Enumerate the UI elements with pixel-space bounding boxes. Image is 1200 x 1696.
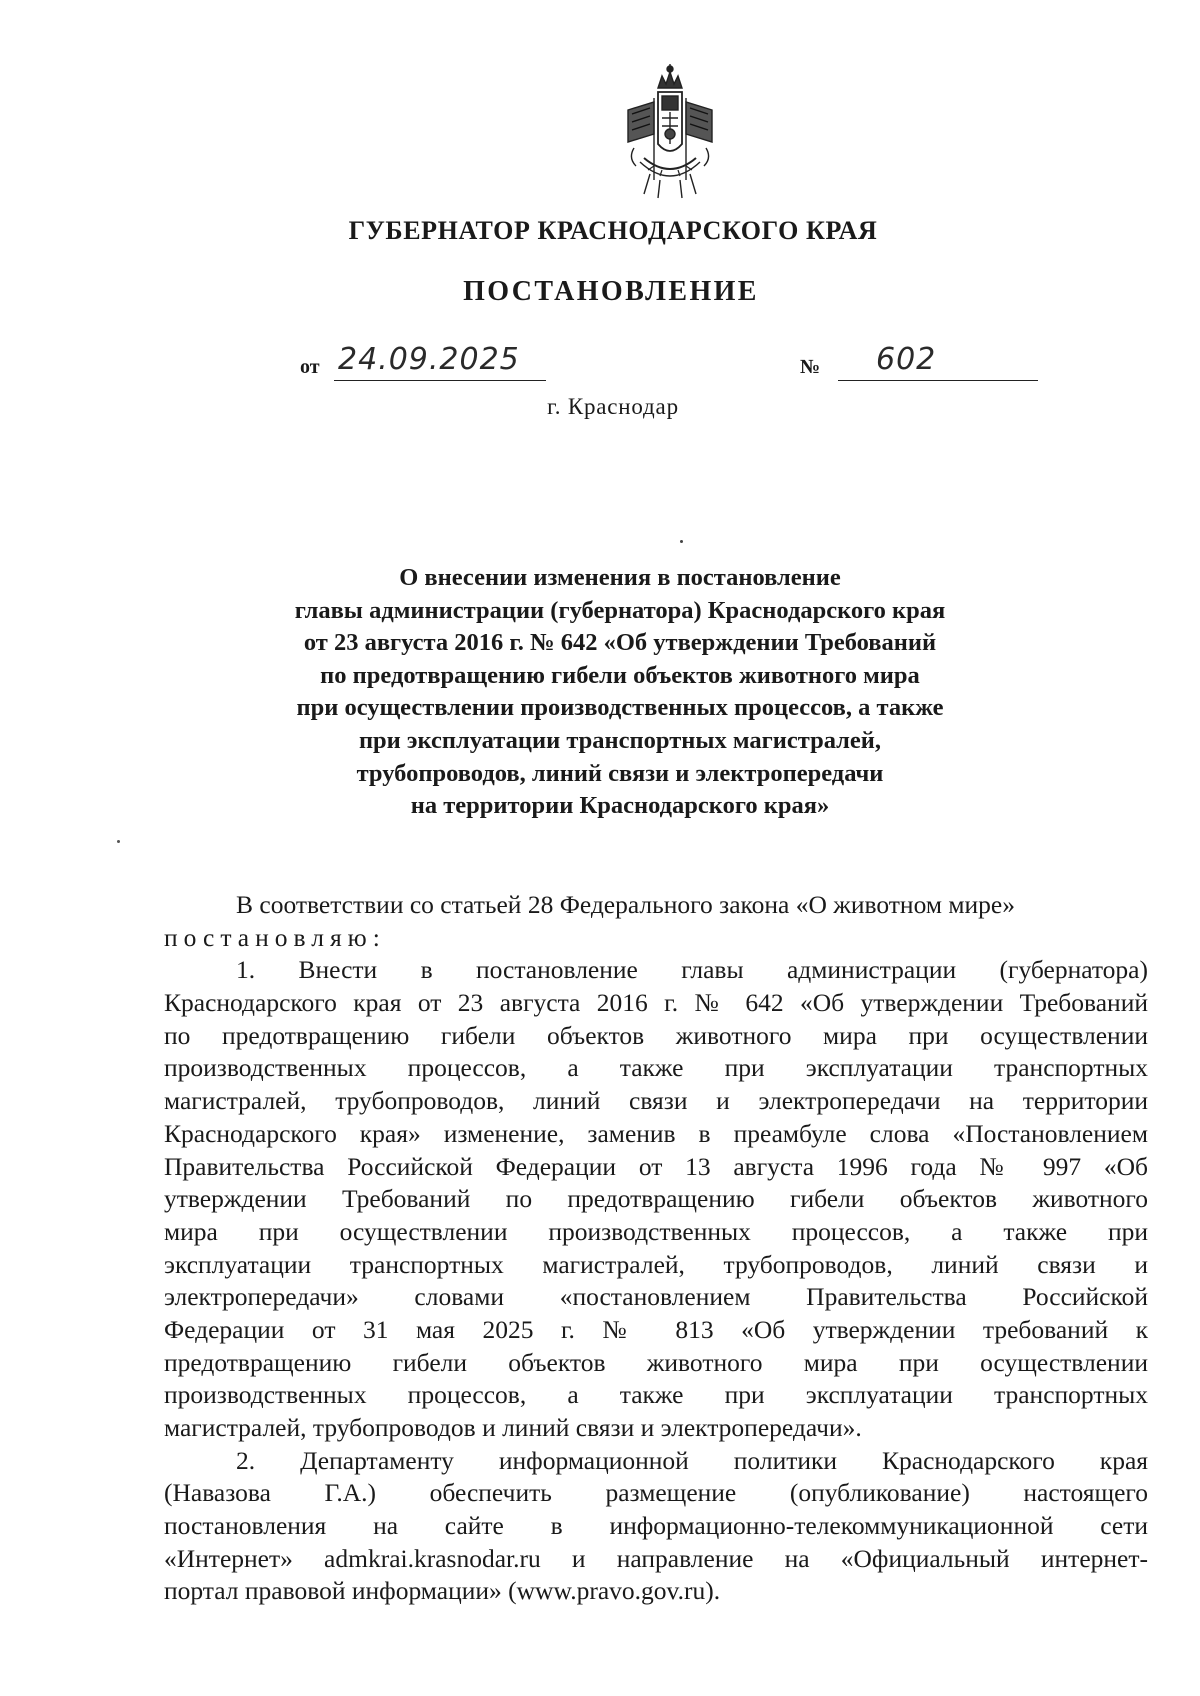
date-underline <box>334 380 546 381</box>
handwritten-number: 602 <box>876 342 937 377</box>
scan-speck <box>117 840 120 843</box>
paragraph-1-line: производственных процессов, а также при эксплуатации транспортных <box>164 1053 1148 1083</box>
paragraph-2-line: постановления на сайте в информационно-телекоммуникационной сети <box>164 1511 1148 1541</box>
heading-line: на территории Краснодарского края» <box>410 792 830 820</box>
heading-line: главы администрации (губернатора) Краснодарского края <box>294 596 946 624</box>
heading-line: трубопроводов, линий связи и электропередачи <box>356 759 884 787</box>
decree-word: постановляю: <box>164 922 386 952</box>
preamble-line: В соответствии со статьей 28 Федерального закона «О животном мире» <box>236 890 1015 919</box>
heading-line: при осуществлении производственных процессов, а также <box>296 694 944 722</box>
paragraph-1-line: утверждении Требований по предотвращению гибели объектов животного <box>164 1184 1148 1214</box>
paragraph-1-line: Краснодарского края от 23 августа 2016 г. № 642 «Об утверждении Требований <box>164 988 1148 1018</box>
number-underline <box>838 380 1038 381</box>
paragraph-1-line: предотвращению гибели объектов животного мира при осуществлении <box>164 1347 1148 1377</box>
heading-line: по предотвращению гибели объектов животного мира <box>320 661 920 689</box>
paragraph-2-line: 2. Департаменту информационной политики Краснодарского края <box>236 1445 1148 1475</box>
scan-speck <box>680 540 683 543</box>
coat-of-arms-emblem <box>614 62 726 202</box>
paragraph-1-line: магистралей, трубопроводов и линий связи и электропередачи». <box>164 1413 862 1442</box>
document-heading <box>220 562 1020 823</box>
city-name: г. Краснодар <box>547 394 679 419</box>
number-prefix: № <box>800 356 821 378</box>
paragraph-1-line: Федерации от 31 мая 2025 г. № 813 «Об утверждении требований к <box>164 1314 1148 1344</box>
paragraph-1-line: мира при осуществлении производственных процессов, а также при <box>164 1216 1148 1246</box>
date-prefix: от <box>300 356 320 378</box>
paragraph-1-line: электропередачи» словами «постановлением Правительства Российской <box>164 1282 1148 1312</box>
handwritten-date: 24.09.2025 <box>338 342 520 377</box>
paragraph-2-line: (Навазова Г.А.) обеспечить размещение (опубликование) настоящего <box>164 1478 1148 1508</box>
paragraph-1-line: магистралей, трубопроводов, линий связи и электропередачи на территории <box>164 1086 1148 1116</box>
paragraph-2-line: портал правовой информации» (www.pravo.gov.ru). <box>164 1576 721 1606</box>
paragraph-1-line: Краснодарского края» изменение, заменив в преамбуле слова «Постановлением <box>164 1118 1148 1148</box>
heading-line: О внесении изменения в постановление <box>399 564 841 591</box>
paragraph-1-line: эксплуатации транспортных магистралей, трубопроводов, линий связи и <box>164 1249 1148 1279</box>
paragraph-1-line: 1. Внести в постановление главы администрации (губернатора) <box>236 955 1148 985</box>
paragraph-1-line: по предотвращению гибели объектов животного мира при осуществлении <box>164 1020 1148 1050</box>
document-body <box>164 889 1148 1608</box>
paragraph-2-line: «Интернет» admkrai.krasnodar.ru и направление на «Официальный интернет- <box>164 1543 1148 1573</box>
heading-line: при эксплуатации транспортных магистралей, <box>358 726 882 754</box>
paragraph-1-line: Правительства Российской Федерации от 13 августа 1996 года № 997 «Об <box>164 1151 1148 1181</box>
heading-line: от 23 августа 2016 г. № 642 «Об утверждении Требований <box>303 629 937 657</box>
document-type-title: ПОСТАНОВЛЕНИЕ <box>463 276 759 307</box>
date-number-row <box>300 340 1040 384</box>
issuer-title: ГУБЕРНАТОР КРАСНОДАРСКОГО КРАЯ <box>348 216 878 245</box>
paragraph-1-line: производственных процессов, а также при эксплуатации транспортных <box>164 1380 1148 1410</box>
